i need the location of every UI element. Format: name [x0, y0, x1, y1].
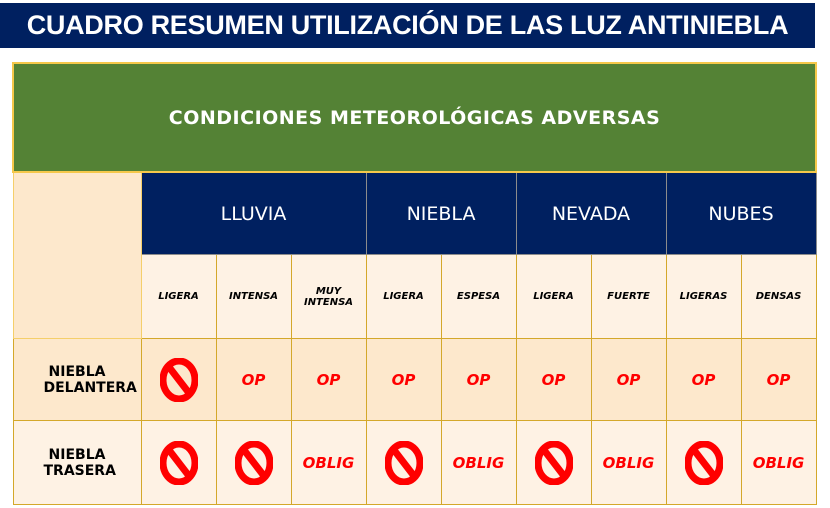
row-label: NIEBLA DELANTERA [13, 339, 141, 421]
status-cell: OBLIG [291, 421, 366, 505]
status-cell: OBLIG [441, 421, 516, 505]
status-cell [366, 421, 441, 505]
group-niebla: NIEBLA [366, 172, 516, 255]
subheader-cell: MUY INTENSA [291, 255, 366, 339]
subheader-cell: LIGERA [366, 255, 441, 339]
status-cell: OP [216, 339, 291, 421]
status-cell: OP [441, 339, 516, 421]
status-cell [216, 421, 291, 505]
group-nubes: NUBES [666, 172, 816, 255]
prohibited-icon [235, 441, 273, 485]
status-cell: OP [666, 339, 741, 421]
prohibited-icon [385, 441, 423, 485]
subheader-cell: DENSAS [741, 255, 816, 339]
conditions-header: CONDICIONES METEOROLÓGICAS ADVERSAS [13, 63, 816, 172]
row-label: NIEBLA TRASERA [13, 421, 141, 505]
status-cell [141, 339, 216, 421]
group-lluvia: LLUVIA [141, 172, 366, 255]
corner-cell [13, 172, 141, 339]
status-cell [141, 421, 216, 505]
status-cell: OP [366, 339, 441, 421]
prohibited-icon [685, 441, 723, 485]
subheader-cell: LIGERA [141, 255, 216, 339]
status-cell: OP [591, 339, 666, 421]
subheader-cell: FUERTE [591, 255, 666, 339]
status-cell [516, 421, 591, 505]
subheader-cell: LIGERAS [666, 255, 741, 339]
summary-table [12, 62, 817, 505]
prohibited-icon [160, 441, 198, 485]
prohibited-icon [535, 441, 573, 485]
group-nevada: NEVADA [516, 172, 666, 255]
subheader-cell: INTENSA [216, 255, 291, 339]
status-cell: OP [516, 339, 591, 421]
status-cell: OP [741, 339, 816, 421]
status-cell: OP [291, 339, 366, 421]
prohibited-icon [160, 358, 198, 402]
status-cell: OBLIG [591, 421, 666, 505]
subheader-cell: ESPESA [441, 255, 516, 339]
subheader-cell: LIGERA [516, 255, 591, 339]
status-cell: OBLIG [741, 421, 816, 505]
status-cell [666, 421, 741, 505]
page-title: CUADRO RESUMEN UTILIZACIÓN DE LAS LUZ ANTINIEBLA [0, 3, 815, 48]
